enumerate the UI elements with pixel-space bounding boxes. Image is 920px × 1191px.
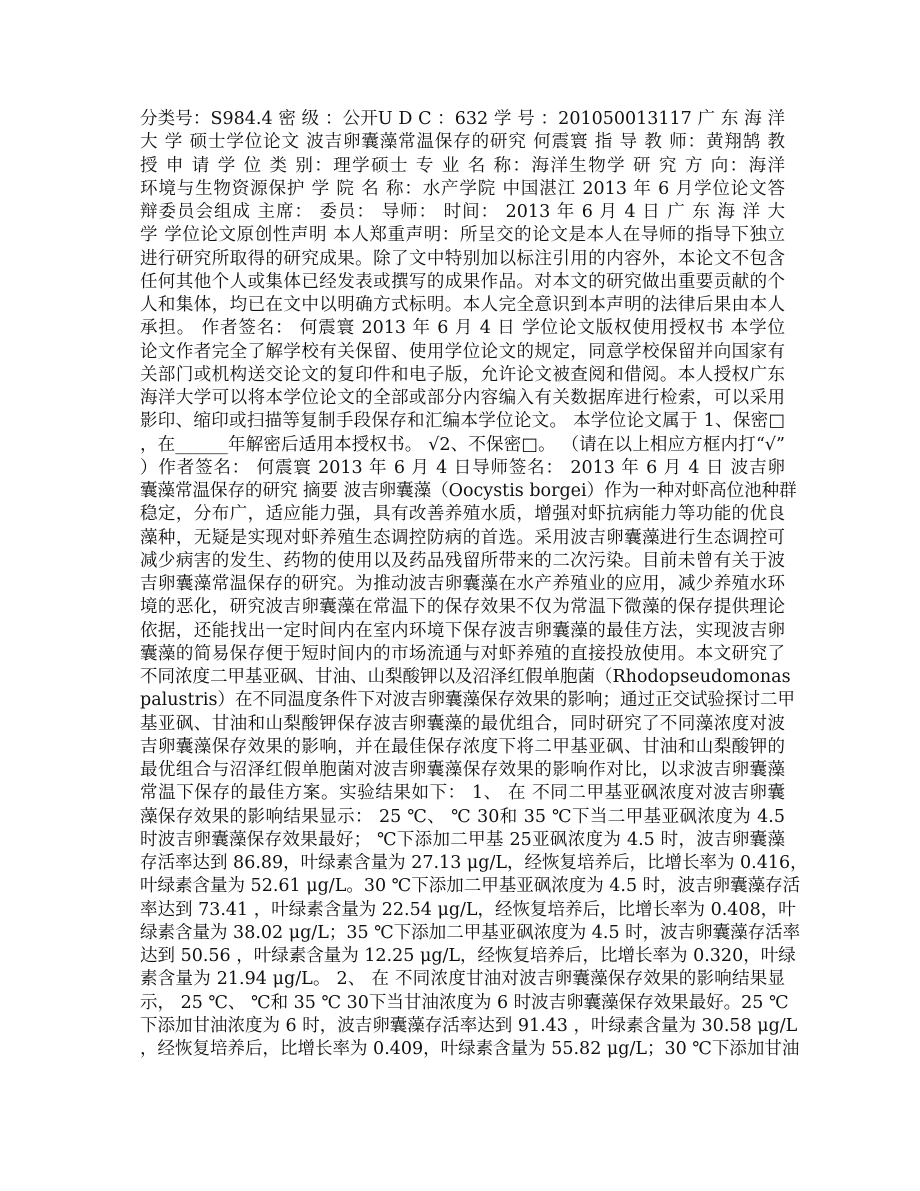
- text-line: 素含量为 21.94 μg/L。 2、 在 不同浓度甘油对波吉卵囊藻保存效果的影响结果显: [140, 969, 785, 990]
- text-line: 境的恶化，研究波吉卵囊藻在常温下的保存效果不仅为常温下微藻的保存提供理论: [140, 597, 785, 618]
- text-line: 承担。 作者签名： 何震寰 2013 年 6 月 4 日 学位论文版权使用授权书 本学位: [140, 318, 785, 339]
- text-line: 论文作者完全了解学校有关保留、使用学位论文的规定，同意学校保留并向国家有: [140, 341, 785, 362]
- text-line: 囊藻的简易保存便于短时间内的市场流通与对虾养殖的直接投放使用。本文研究了: [140, 643, 785, 664]
- text-line: 吉卵囊藻保存效果的影响，并在最佳保存浓度下将二甲基亚砜、甘油和山梨酸钾的: [140, 736, 785, 757]
- text-line: 示， 25 ℃、 ℃和 35 ℃ 30下当甘油浓度为 6 时波吉卵囊藻保存效果最好。25 ℃: [140, 992, 789, 1013]
- text-line: 时波吉卵囊藻保存效果最好； ℃下添加二甲基 25亚砜浓度为 4.5 时，波吉卵囊藻: [140, 829, 785, 850]
- text-line: 海洋大学可以将本学位论文的全部或部分内容编入有关数据库进行检索，可以采用: [140, 388, 785, 408]
- text-line: 常温下保存的最佳方案。实验结果如下： 1、 在 不同二甲基亚砜浓度对波吉卵囊: [140, 783, 785, 804]
- text-line: 藻种，无疑是实现对虾养殖生态调控防病的首选。采用波吉卵囊藻进行生态调控可: [140, 527, 785, 548]
- text-line: 不同浓度二甲基亚砜、甘油、山梨酸钾以及沼泽红假单胞菌（Rhodopseudomonas: [140, 667, 791, 687]
- text-line: 分类号：S984.4 密 级 ：公开U D C ：632 学 号 ：201050013117 广 东 海 洋: [140, 109, 785, 129]
- text-line: 存活率达到 86.89，叶绿素含量为 27.13 μg/L，经恢复培养后，比增长率为 0.416，: [140, 853, 808, 873]
- text-line: 减少病害的发生、药物的使用以及药品残留所带来的二次污染。目前未曾有关于波: [140, 550, 785, 571]
- text-line: 依据，还能找出一定时间内在室内环境下保存波吉卵囊藻的最佳方法，实现波吉卵: [140, 620, 785, 641]
- text-line: 最优组合与沼泽红假单胞菌对波吉卵囊藻保存效果的影响作对比，以求波吉卵囊藻: [140, 760, 785, 780]
- document-body: [140, 108, 808, 1061]
- text-line: 任何其他个人或集体已经发表或撰写的成果作品。对本文的研究做出重要贡献的个: [140, 271, 785, 292]
- text-line: 大 学 硕士学位论文 波吉卵囊藻常温保存的研究 何震寰 指 导 教 师：黄翔鹄 教: [140, 132, 785, 153]
- text-line: 囊藻常温保存的研究 摘要 波吉卵囊藻（Oocystis borgei）作为一种对虾高位池种群: [140, 481, 797, 501]
- text-line: 基亚砜、甘油和山梨酸钾保存波吉卵囊藻的最优组合，同时研究了不同藻浓度对波: [140, 713, 785, 734]
- text-line: 授 申 请 学 位 类 别：理学硕士 专 业 名 称：海洋生物学 研 究 方 向：海洋: [140, 155, 785, 176]
- text-line: 进行研究所取得的研究成果。除了文中特别加以标注引用的内容外，本论文不包含: [140, 248, 785, 269]
- text-line: 人和集体，均已在文中以明确方式标明。本人完全意识到本声明的法律后果由本人: [140, 295, 785, 315]
- text-line: 环境与生物资源保护 学 院 名 称：水产学院 中国湛江 2013 年 6 月学位论文答: [140, 178, 785, 199]
- text-line: 辩委员会组成 主席： 委员： 导师： 时间： 2013 年 6 月 4 日 广 东 海 洋 大: [140, 202, 785, 222]
- text-line: 绿素含量为 38.02 μg/L；35 ℃下添加二甲基亚砜浓度为 4.5 时，波吉卵囊藻存活率: [140, 922, 801, 943]
- text-line: ）作者签名： 何震寰 2013 年 6 月 4 日导师签名： 2013 年 6 月 4 日 波吉卵: [140, 457, 785, 478]
- text-line: 吉卵囊藻常温保存的研究。为推动波吉卵囊藻在水产养殖业的应用，减少养殖水环: [140, 574, 785, 594]
- text-line: 下添加甘油浓度为 6 时，波吉卵囊藻存活率达到 91.43 ，叶绿素含量为 30.58 μg/L: [140, 1015, 798, 1036]
- text-line: 学 学位论文原创性声明 本人郑重声明：所呈交的论文是本人在导师的指导下独立: [140, 225, 785, 246]
- text-line: 关部门或机构送交论文的复印件和电子版，允许论文被查阅和借阅。本人授权广东: [140, 364, 785, 385]
- text-line: palustris）在不同温度条件下对波吉卵囊藻保存效果的影响；通过正交试验探讨二甲: [140, 690, 795, 711]
- text-line: 率达到 73.41 ，叶绿素含量为 22.54 μg/L，经恢复培养后，比增长率为 0.408，叶: [140, 899, 796, 920]
- text-line: 达到 50.56 ，叶绿素含量为 12.25 μg/L，经恢复培养后，比增长率为 0.320，叶绿: [140, 946, 796, 966]
- text-line: ，在______年解密后适用本授权书。 √2、不保密□。 （请在以上相应方框内打“√”: [140, 434, 785, 455]
- text-line: 稳定，分布广，适应能力强，具有改善养殖水质，增强对虾抗病能力等功能的优良: [140, 504, 785, 525]
- text-line: 叶绿素含量为 52.61 μg/L。30 ℃下添加二甲基亚砜浓度为 4.5 时，波吉卵囊藻存活: [140, 876, 801, 897]
- text-line: ，经恢复培养后，比增长率为 0.409，叶绿素含量为 55.82 μg/L；30 ℃下添加甘油: [140, 1039, 800, 1059]
- text-line: 藻保存效果的影响结果显示： 25 ℃、 ℃ 30和 35 ℃下当二甲基亚砜浓度为 4.5: [140, 806, 785, 827]
- text-line: 影印、缩印或扫描等复制手段保存和汇编本学位论文。 本学位论文属于 1、保密□: [140, 411, 785, 432]
